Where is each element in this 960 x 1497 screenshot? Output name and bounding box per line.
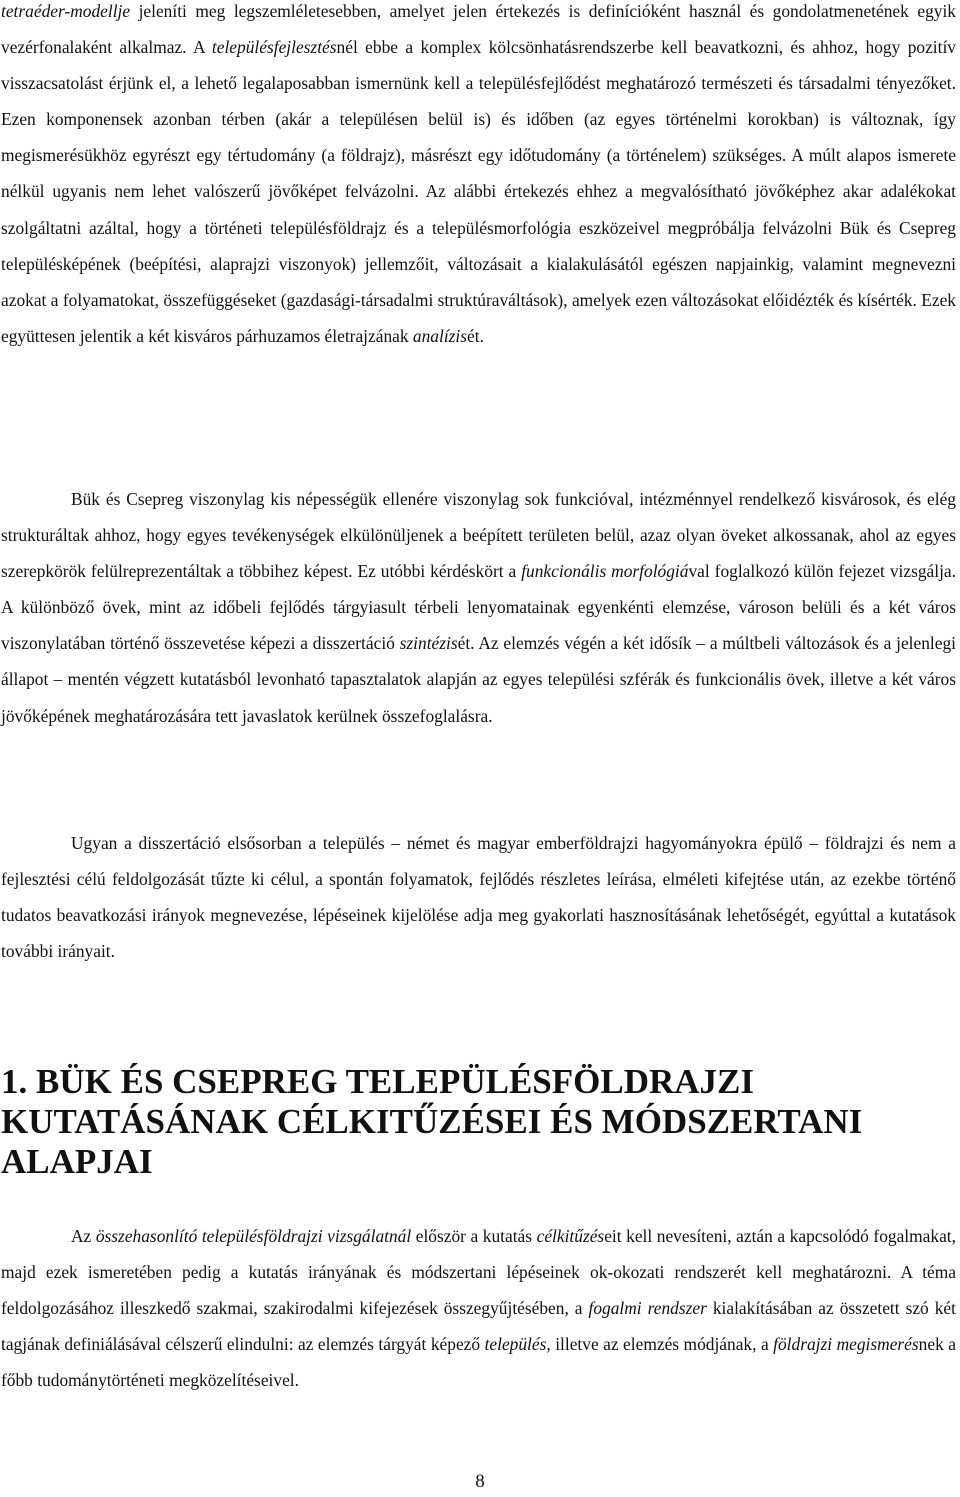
italic-text-segment: tetraéder-modellje — [1, 1, 131, 21]
italic-text-segment: összehasonlító településföldrajzi vizsgálatnál — [95, 1226, 412, 1246]
text-segment: ét. Az elemzés végén a két idősík – a múltbeli változások és a jelenlegi állapot – mentén végzett kutatásból levonható tapasztalatok alapján az egyes települési szférák és funkcionális övek, illetve a két város jövőképének meghatározására tett javaslatok kerülnek összefoglalásra. — [1, 633, 956, 726]
paragraph-intro — [1, 0, 956, 354]
text-segment: ét. — [467, 325, 484, 346]
text-segment: illetve az elemzés módjának, a — [550, 1334, 774, 1355]
text-segment: Ugyan a disszertáció elsősorban a település – német és magyar emberföldrajzi hagyományokra épülő – földrajzi és nem a fejlesztési célú feldolgozását tűzte ki célul, a spontán folyamatok, fejlődés részletes leírása, elméleti kifejtése után, az ezekbe történő tudatos beavatkozási irányok megnevezése, lépéseinek kijelölése adja meg gyakorlati hasznosításának lehetőségét, egyúttal a kutatások további irányait. — [1, 833, 956, 962]
italic-text-segment: településfejlesztés — [211, 37, 337, 58]
italic-text-segment: földrajzi megismerés — [773, 1334, 919, 1355]
text-segment: először a kutatás — [411, 1226, 537, 1246]
text-segment: Bük és Csepreg viszonylag kis népességük ellenére viszonylag sok funkcióval, intézménnyel rendelkező kisvárosok, és elég strukturáltak ahhoz, hogy egyes tevékenységek elkülönüljenek a beépített területen belül, azaz olyan öveket alkossanak, ahol az egyes szerepkörök felülreprezentáltak a többihez képest. Ez utóbbi kérdéskört a — [1, 489, 956, 582]
text-segment: val foglalkozó külön fejezet vizsgálja. A különböző övek, mint az időbeli fejlődés tárgyiasult térbeli lenyomatainak egyenkénti elemzése, városon belüli és a két város viszonylatában történő összevetése képezi a disszertáció — [1, 561, 956, 654]
italic-text-segment: szintézis — [399, 633, 458, 654]
text-segment: eit kell nevesíteni, aztán a kapcsolódó fogalmakat, majd ezek ismeretében pedig a kutatás irányának és módszertani lépéseinek ok-okozati rendszerét kell meghatározni. A téma feldolgozásához illeszkedő szakmai, szakirodalmi kifejezések összegyűjtésében, a — [1, 1226, 956, 1319]
italic-text-segment: fogalmi rendszer — [588, 1298, 707, 1319]
section-heading: 1. BÜK ÉS CSEPREG TELEPÜLÉSFÖLDRAJZI KUTATÁSÁNAK CÉLKITŰZÉSEI ÉS MÓDSZERTANI ALAPJAI — [1, 1062, 863, 1181]
page-number: 8 — [475, 1471, 485, 1492]
text-segment: jeleníti meg legszemléletesebben, amelyet jelen értekezés is definícióként használ és gondolatmenetének egyik vezérfonalaként alkalmaz. A — [1, 1, 956, 58]
paragraph-methodology — [1, 1218, 956, 1398]
text-segment: nek a főbb tudománytörténeti megközelítéseivel. — [1, 1334, 956, 1391]
text-segment: kialakításában az összetett szó két tagjának definiálásával célszerű elindulni: az elemzés tárgyát képező — [1, 1298, 956, 1355]
italic-text-segment: analízis — [412, 325, 468, 346]
text-segment: Az — [71, 1226, 96, 1246]
italic-text-segment: funkcionális morfológiá — [521, 561, 689, 582]
paragraph-functional-zones — [1, 481, 956, 734]
italic-text-segment: célkitűzés — [536, 1226, 605, 1246]
italic-text-segment: település, — [484, 1334, 551, 1355]
paragraph-dissertation-aims — [1, 825, 956, 969]
text-segment: nél ebbe a komplex kölcsönhatásrendszerbe kell beavatkozni, és ahhoz, hogy pozitív visszacsatolást érjünk el, a lehető legalaposabban ismernünk kell a településfejlődést meghatározó természeti és társadalmi tényezőket. Ezen komponensek azonban térben (akár a településen belül is) és időben (az egyes történelmi korokban) is változnak, így megismerésükhöz egyrészt egy tértudomány (a földrajz), másrészt egy időtudomány (a történelem) szükséges. A múlt alapos ismerete nélkül ugyanis nem lehet valószerű jövőképet felvázolni. Az alábbi értekezés ehhez a megvalósítható jövőképhez akar adalékokat szolgáltatni azáltal, hogy a történeti településföldrajz és a településmorfológia eszközeivel megpróbálja felvázolni Bük és Csepreg településképének (beépítési, alaprajzi viszonyok) jellemzőit, változásait a kialakulásától egészen napjainkig, valamint megnevezni azokat a folyamatokat, összefüggéseket (gazdasági-társadalmi struktúraváltások), amelyek ezen változásokat előidézték és kísérték. Ezek együttesen jelentik a két kisváros párhuzamos életrajzának — [1, 37, 956, 346]
